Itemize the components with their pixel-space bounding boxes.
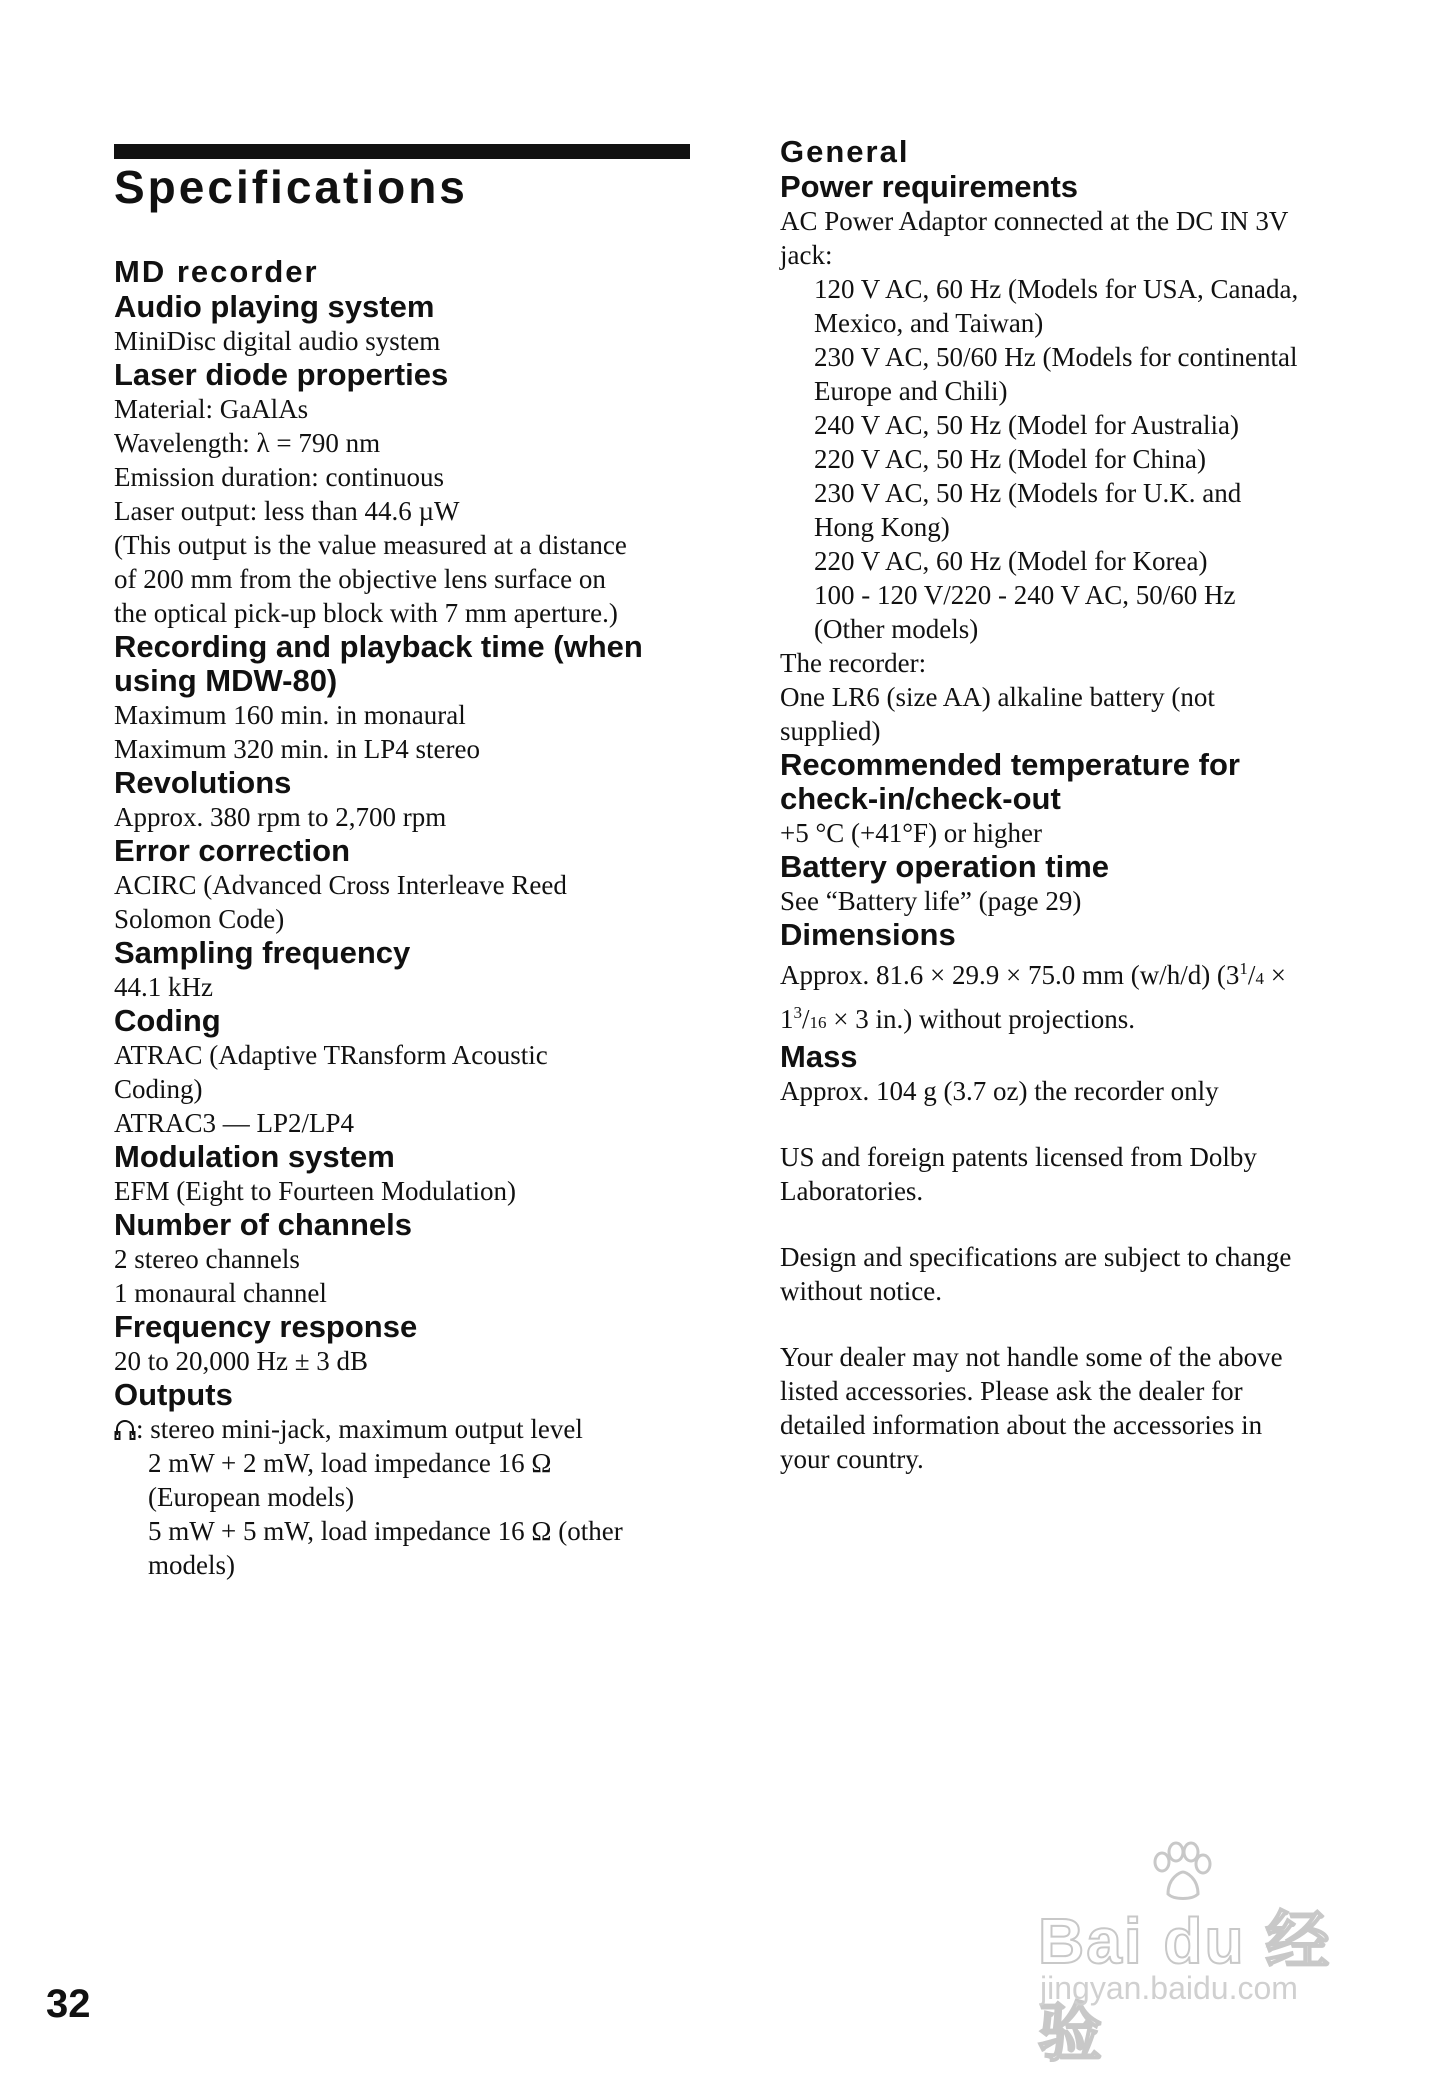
error-correction-line: ACIRC (Advanced Cross Interleave Reed (114, 870, 567, 900)
recording-time-lp4: Maximum 320 min. in LP4 stereo (114, 734, 480, 764)
outputs-line (114, 1412, 690, 1446)
power-item: Mexico, and Taiwan) (814, 308, 1044, 338)
coding-line: Coding) (114, 1074, 203, 1104)
dimensions-line (780, 952, 1370, 996)
power-item: 220 V AC, 60 Hz (Model for Korea) (814, 546, 1208, 576)
design-note: without notice. (780, 1276, 942, 1306)
dimensions-text: × 3 in.) without projections. (826, 1004, 1135, 1034)
power-item: 230 V AC, 50 Hz (Models for U.K. and (814, 478, 1242, 508)
fraction-numerator: 1 (1239, 959, 1248, 978)
heading-temperature-cont: check-in/check-out (780, 781, 1061, 816)
heading-coding: Coding (114, 1003, 221, 1038)
modulation-value: EFM (Eight to Fourteen Modulation) (114, 1176, 516, 1206)
fraction-numerator: 3 (793, 1003, 802, 1022)
general-column (780, 134, 1370, 1476)
battery-time-value: See “Battery life” (page 29) (780, 886, 1082, 916)
outputs-text: : stereo mini-jack, maximum output level (136, 1414, 583, 1444)
spacer (780, 1308, 1370, 1340)
outputs-line: (European models) (148, 1482, 355, 1512)
spacer (780, 1108, 1370, 1140)
power-item: Hong Kong) (814, 512, 950, 542)
dimensions-text: 1 (780, 1004, 794, 1034)
design-note: Design and specifications are subject to change (780, 1242, 1292, 1272)
laser-output: Laser output: less than 44.6 µW (114, 496, 460, 526)
heading-power-requirements: Power requirements (780, 169, 1079, 204)
heading-revolutions: Revolutions (114, 765, 292, 800)
power-recorder: The recorder: (780, 648, 927, 678)
heading-sampling-frequency: Sampling frequency (114, 935, 411, 970)
outputs-line: models) (148, 1550, 235, 1580)
md-recorder-column (114, 254, 690, 1582)
frequency-response-value: 20 to 20,000 Hz ± 3 dB (114, 1346, 369, 1376)
channels-line: 1 monaural channel (114, 1278, 327, 1308)
power-item: 100 - 120 V/220 - 240 V AC, 50/60 Hz (814, 580, 1236, 610)
laser-emission: Emission duration: continuous (114, 462, 444, 492)
power-intro: jack: (780, 240, 833, 270)
spacer (780, 1208, 1370, 1240)
heading-channels: Number of channels (114, 1207, 412, 1242)
power-item: 220 V AC, 50 Hz (Model for China) (814, 444, 1206, 474)
power-item: 240 V AC, 50 Hz (Model for Australia) (814, 410, 1239, 440)
dimensions-text: × (1263, 960, 1286, 990)
dimensions-line (780, 996, 1370, 1040)
title-rule (114, 144, 690, 159)
heading-modulation: Modulation system (114, 1139, 395, 1174)
section-general: General (780, 134, 910, 169)
heading-laser-diode: Laser diode properties (114, 357, 449, 392)
power-recorder: supplied) (780, 716, 881, 746)
power-recorder: One LR6 (size AA) alkaline battery (not (780, 682, 1215, 712)
coding-line: ATRAC3 — LP2/LP4 (114, 1108, 355, 1138)
laser-note-line: (This output is the value measured at a distance (114, 530, 627, 560)
laser-note-line: of 200 mm from the objective lens surface on (114, 564, 606, 594)
recording-time-monaural: Maximum 160 min. in monaural (114, 700, 466, 730)
heading-audio-playing-system: Audio playing system (114, 289, 435, 324)
page-number: 32 (46, 1982, 91, 2026)
laser-note-line: the optical pick-up block with 7 mm aperture.) (114, 598, 618, 628)
fraction-slash: / (1247, 960, 1256, 990)
heading-battery-time: Battery operation time (780, 849, 1110, 884)
fraction-denominator: 16 (809, 1013, 827, 1032)
power-intro: AC Power Adaptor connected at the DC IN 3V (780, 206, 1289, 236)
dealer-note: listed accessories. Please ask the dealer for (780, 1376, 1243, 1406)
heading-frequency-response: Frequency response (114, 1309, 418, 1344)
heading-mass: Mass (780, 1039, 858, 1074)
audio-playing-system-value: MiniDisc digital audio system (114, 326, 441, 356)
power-item: 120 V AC, 60 Hz (Models for USA, Canada, (814, 274, 1299, 304)
power-item: Europe and Chili) (814, 376, 1008, 406)
dolby-note: US and foreign patents licensed from Dolby (780, 1142, 1257, 1172)
dolby-note: Laboratories. (780, 1176, 924, 1206)
headphones-icon (114, 1416, 136, 1440)
heading-recording-time-cont: using MDW-80) (114, 663, 338, 698)
laser-material: Material: GaAlAs (114, 394, 309, 424)
outputs-line: 5 mW + 5 mW, load impedance 16 Ω (other (148, 1516, 623, 1546)
dimensions-text: Approx. 81.6 × 29.9 × 75.0 mm (w/h/d) (3 (780, 960, 1240, 990)
dealer-note: detailed information about the accessories in (780, 1410, 1263, 1440)
watermark-url: jingyan.baidu.com (1040, 1970, 1298, 2006)
heading-recording-time: Recording and playback time (when (114, 629, 643, 664)
error-correction-line: Solomon Code) (114, 904, 285, 934)
heading-outputs: Outputs (114, 1377, 233, 1412)
power-item: (Other models) (814, 614, 979, 644)
baidu-watermark (1030, 1840, 1380, 2069)
heading-dimensions: Dimensions (780, 917, 956, 952)
revolutions-value: Approx. 380 rpm to 2,700 rpm (114, 802, 447, 832)
page-title: Specifications (114, 161, 468, 213)
watermark-text: Bai du 经验 (1038, 1905, 1332, 2069)
coding-line: ATRAC (Adaptive TRansform Acoustic (114, 1040, 548, 1070)
laser-wavelength: Wavelength: λ = 790 nm (114, 428, 381, 458)
dealer-note: your country. (780, 1444, 924, 1474)
channels-line: 2 stereo channels (114, 1244, 300, 1274)
heading-error-correction: Error correction (114, 833, 351, 868)
section-md-recorder: MD recorder (114, 254, 319, 289)
power-item: 230 V AC, 50/60 Hz (Models for continental (814, 342, 1298, 372)
outputs-line: 2 mW + 2 mW, load impedance 16 Ω (148, 1448, 552, 1478)
fraction-denominator: 4 (1255, 969, 1264, 988)
heading-temperature: Recommended temperature for (780, 747, 1240, 782)
dealer-note: Your dealer may not handle some of the above (780, 1342, 1283, 1372)
fraction-slash: / (802, 1004, 810, 1034)
mass-value: Approx. 104 g (3.7 oz) the recorder only (780, 1076, 1219, 1106)
temperature-value: +5 °C (+41°F) or higher (780, 818, 1043, 848)
sampling-frequency-value: 44.1 kHz (114, 972, 213, 1002)
